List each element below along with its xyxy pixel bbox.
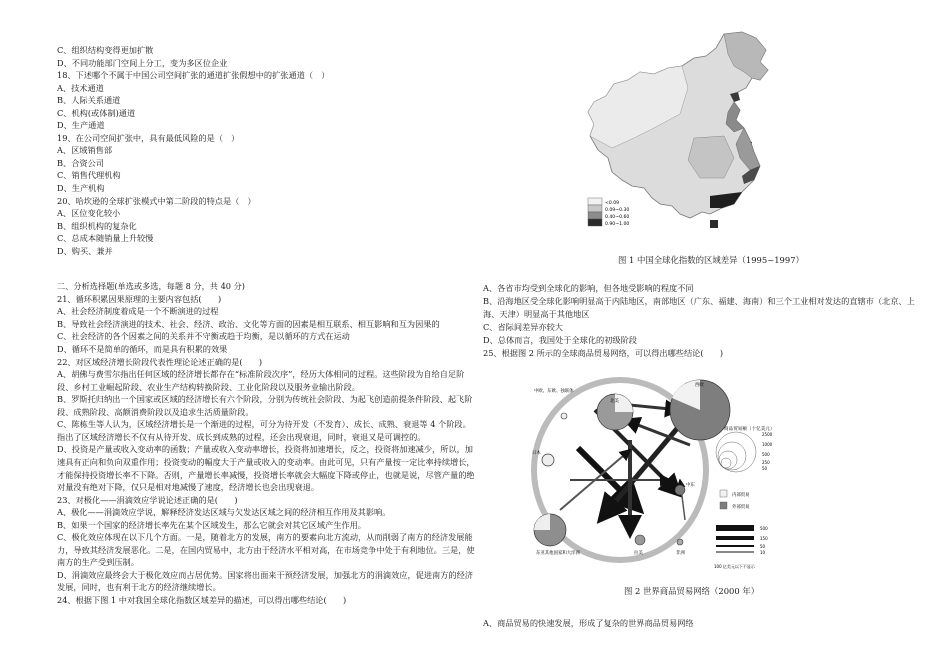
legend-title: 商品贸易额（十亿美元）	[724, 427, 775, 432]
legend-arrow-0: 500	[760, 526, 768, 531]
figure2-caption: 图 2 世界商品贸易网络（2000 年）	[624, 586, 760, 596]
legend-note: 100 亿美元以下不显示	[714, 564, 755, 569]
text-line: B、沿海地区受全球化影响明显高于内陆地区，南部地区（广东、福建、海南）和三个工业相对发达的直辖市（北京、上海、天津）明显高于其他地区	[483, 296, 915, 319]
text-line: A、极化——涓滴效应学说，解释经济发达区域与欠发达区域之间的经济相互作用及其影响。	[57, 507, 391, 518]
text-line: 20、哈坎逊的全球扩张模式中第二阶段的特点是（ ）	[57, 195, 256, 206]
question-block-24-25	[483, 282, 923, 360]
text-line: C、总成本随销量上升较慢	[57, 233, 154, 244]
node-label-me: 中东	[686, 483, 695, 488]
legend-pie-external: 外部贸易	[732, 505, 750, 510]
analysis-section	[57, 280, 477, 606]
node-africa	[677, 539, 683, 545]
figure1-caption: 图 1 中国全球化指数的区域差异（1995~1997）	[618, 255, 804, 265]
node-label-na: 北美	[610, 399, 619, 404]
node-middle-east	[675, 485, 685, 495]
legend-pie-internal: 内部贸易	[732, 493, 750, 498]
node-label-cis: 中欧、东欧、独联体	[534, 389, 574, 394]
text-line: 24、根据下图 1 中对我国全球化指数区域差异的描述，可以得出哪些结论( )	[57, 594, 347, 605]
node-eastern-europe	[561, 413, 567, 419]
text-line: A、各省市均受到全球化的影响，但各地受影响的程度不同	[483, 283, 694, 293]
text-line: D、循环不是简单的循环，而是具有积累的效果	[57, 344, 228, 355]
node-latin-america	[635, 535, 645, 545]
node-label-ea: 东亚其他国家和大洋洲	[536, 551, 580, 556]
text-line: C、组织结构变得更加扩散	[57, 45, 154, 55]
node-label-we: 西欧	[695, 383, 704, 388]
hainan	[710, 220, 718, 228]
text-line: C、社会经济的各个因素之间的关系并不守衡或趋于均衡，是以循环的方式在运动	[57, 331, 350, 342]
text-line: C、机构(或体制)通道	[57, 107, 136, 118]
text-line: 21、循环积累因果原理的主要内容包括( )	[57, 293, 222, 304]
text-line: 二、分析选择题(单选或多选，每题 8 分，共 40 分)	[57, 281, 245, 292]
legend-label-0: <0.09	[605, 201, 620, 206]
text-line: D、生产机构	[57, 183, 105, 194]
text-line: D、涓滴效应最终会大于极化效应而占居优势。国家将出面来干预经济发展，加强北方的涓滴效应，促进南方的经济发展，同时，也有利于北方的经济继续增长。	[57, 569, 473, 593]
trade-network-legend	[710, 410, 810, 580]
legend-circle-1: 1000	[762, 442, 773, 447]
question-block-18-20	[57, 44, 477, 257]
legend-circle-3: 250	[762, 460, 770, 465]
legend-circle-2: 500	[762, 452, 770, 457]
text-line: 25、根据图 2 所示的全球商品贸易网络，可以得出哪些结论( )	[483, 348, 724, 358]
right-column	[483, 282, 923, 360]
legend-label-3: 0.90~1.00	[605, 222, 630, 227]
legend-label-1: 0.09~0.30	[605, 208, 630, 213]
text-line: B、罗斯托归纳出一个国家或区域的经济增长有六个阶段，分别为传统社会阶段、为起飞创造前提条件阶段、起飞阶段、成熟阶段、高额消费阶段以及追求生活质量阶段。	[57, 394, 473, 417]
text-line: D、购买、兼并	[57, 245, 113, 256]
text-line: B、组织机构的复杂化	[57, 220, 137, 231]
text-line: 19、在公司空间扩张中，具有最低风险的是（ ）	[57, 132, 240, 143]
legend-arrow-2: 50	[760, 544, 766, 549]
legend-arrow-3: 10	[760, 550, 766, 555]
text-line: A、社会经济制度着成是一个不断演进的过程	[57, 306, 219, 317]
text-line: D、投资是产量或收入变动率的函数；产量或收入变动率增长，投资将加速增长，反之，投资将加速减少，所以，加速具有正向和负向双重作用；投资变动的幅度大于产量或收入的变动率。由此可见，只有产量按一定比率持续增长，才能保持投资增长率不下降。否则，产量增长率减慢，投资增长率就会大幅度下降或停止，也就是说，尽管产量的绝对量没有绝对下降，仅只是相对地减慢了速度，经济增长也会出现衰退。	[57, 444, 475, 493]
node-east-asia	[534, 514, 566, 546]
text-line: D、不同功能部门空间上分工，变为多区位企业	[57, 57, 228, 68]
legend-arrow-1: 150	[760, 536, 768, 541]
node-label-jp: 日本	[532, 451, 541, 456]
legend-circle-4: 50	[762, 466, 768, 471]
text-line: D、总体而言，我国处于全球化的初级阶段	[483, 335, 637, 345]
node-japan	[542, 454, 554, 466]
text-line: C、极化效应体现在以下几个方面。一是，随着北方的发展，南方的要素向北方流动，从而削弱了南方的经济发展能力，导致其经济发展恶化。二是，在国内贸易中，北方由于经济水平相对高，在市场竞争中处于有利地位。三是，使南方的生产受到压制。	[57, 532, 475, 568]
china-globalization-map	[584, 28, 794, 238]
text-line: 23、对极化——涓滴效应学说论述正确的是( )	[57, 494, 238, 505]
legend-circle-0: 2500	[762, 432, 773, 437]
left-column	[57, 44, 477, 607]
text-line: 18、下述哪个不属于中国公司空间扩张的通道扩张假想中的扩张通道（ ）	[57, 70, 330, 81]
text-line: 22、对区域经济增长阶段代表性理论论述正确的是( )	[57, 356, 263, 367]
text-line: C、陈栋生等人认为，区域经济增长是一个渐进的过程，可分为待开发（不发育）、成长、成熟、衰退等 4 个阶段。指出了区域经济增长不仅有从待开发、成长到成熟的过程，还会出现衰退，同时，衰退又是可调控的。	[57, 419, 471, 442]
text-line: C、销售代理机构	[57, 170, 121, 181]
text-line: A、技术通道	[57, 82, 104, 93]
text-line: A、区域销售部	[57, 145, 113, 156]
section-gap	[57, 257, 477, 280]
text-line: D、生产通道	[57, 120, 105, 131]
node-label-la: 拉美	[634, 551, 643, 556]
text-line: B、如果一个国家的经济增长率先在某个区域发生，那么它就会对其它区域产生作用。	[57, 519, 366, 530]
text-line: A、区位变化较小	[57, 208, 121, 219]
q25-option-a: A、商品贸易的快速发展，形成了复杂的世界商品贸易网络	[483, 618, 694, 628]
node-label-af: 非洲	[676, 551, 685, 556]
text-line: C、省际间差异亦较大	[483, 322, 563, 332]
text-line: B、人际关系通道	[57, 95, 121, 106]
text-line: B、导致社会经济演进的技术、社会、经济、政治、文化等方面的因素是相互联系、相互影响和互为因果的	[57, 318, 440, 329]
text-line: B、合资公司	[57, 157, 104, 168]
text-line: A、胡佛与费雪尔指出任何区域的经济增长都存在“标准阶段次序”，经历大体相同的过程。这些阶段为自给自足阶段、乡村工业崛起阶段、农业生产结构转换阶段、工业化阶段以及服务业输出阶段。	[57, 369, 465, 392]
legend-label-2: 0.40~0.60	[605, 215, 630, 220]
